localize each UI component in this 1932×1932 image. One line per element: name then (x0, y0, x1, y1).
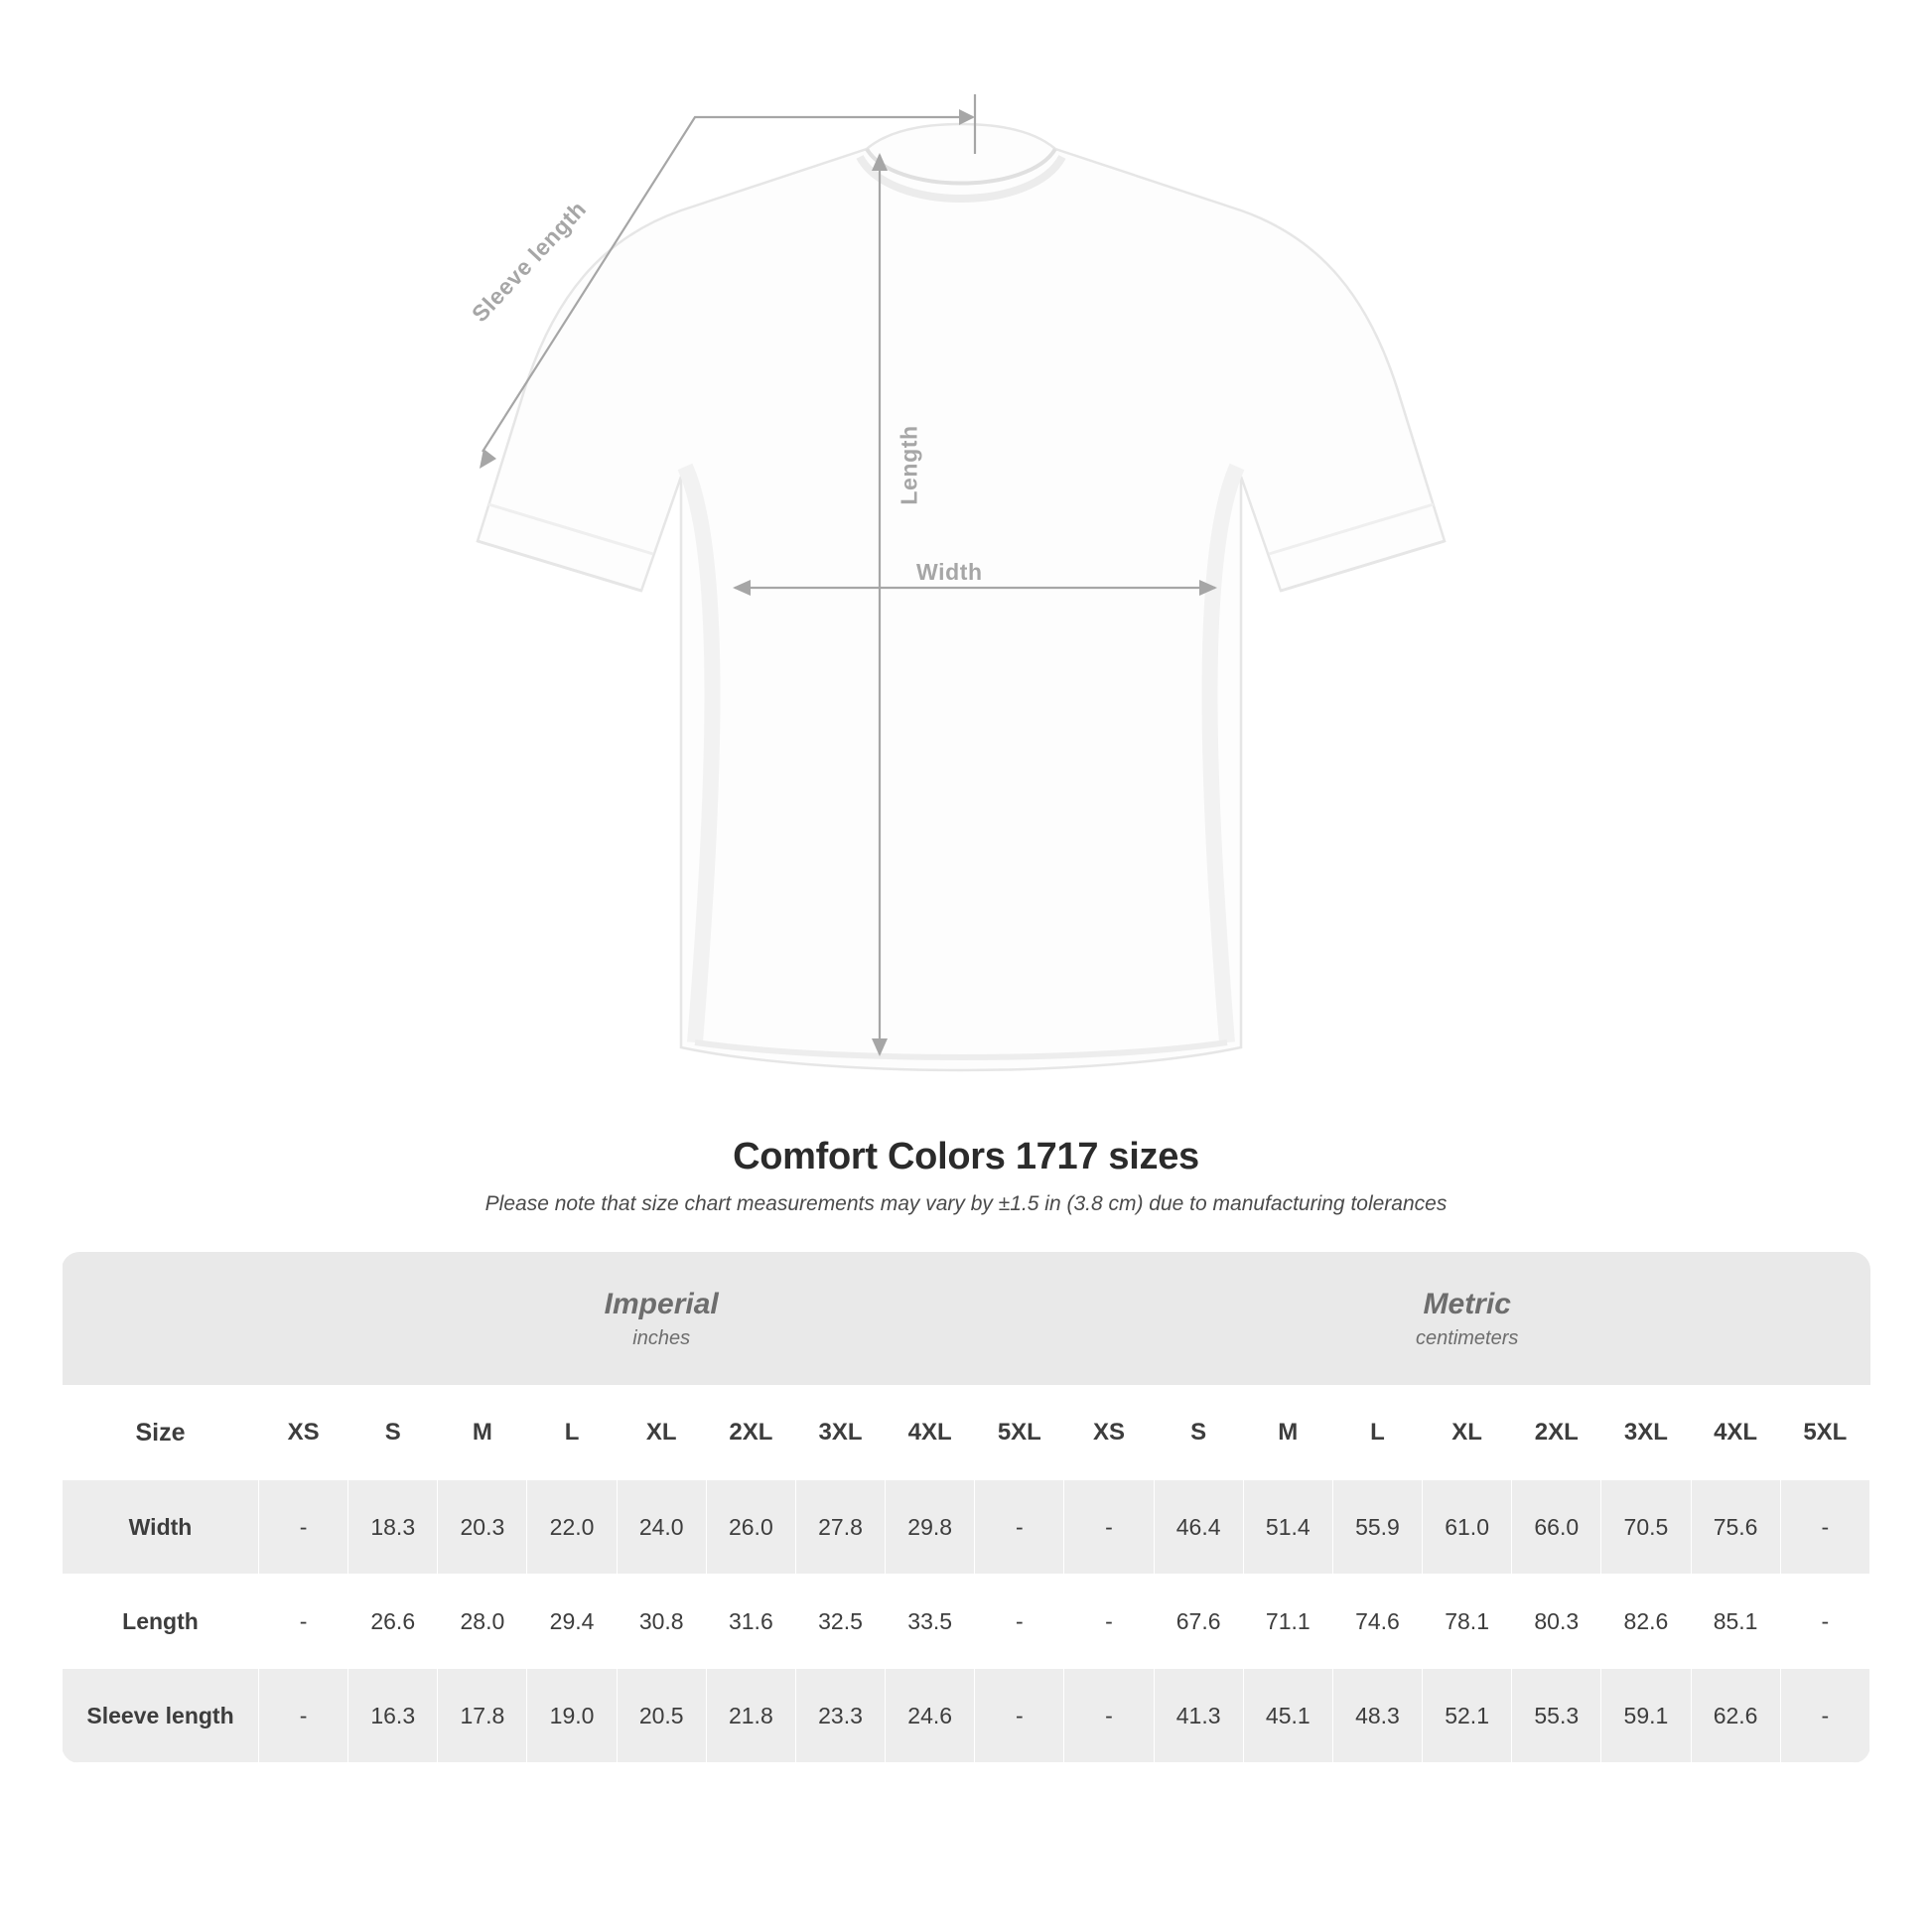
cell-metric: 61.0 (1423, 1480, 1512, 1575)
row-label-sleeve-length: Sleeve length (63, 1669, 259, 1763)
size-header-metric-2xl: 2XL (1512, 1386, 1601, 1480)
cell-metric: 48.3 (1332, 1669, 1422, 1763)
cell-metric: - (1780, 1575, 1869, 1669)
size-header-metric-5xl: 5XL (1780, 1386, 1869, 1480)
row-label-width: Width (63, 1480, 259, 1575)
cell-imperial: 24.6 (886, 1669, 975, 1763)
cell-imperial: 16.3 (348, 1669, 438, 1763)
cell-imperial: - (259, 1480, 348, 1575)
size-header-metric-m: M (1243, 1386, 1332, 1480)
cell-metric: 74.6 (1332, 1575, 1422, 1669)
unit-header-metric (1064, 1252, 1870, 1386)
cell-metric: 41.3 (1154, 1669, 1243, 1763)
cell-metric: 66.0 (1512, 1480, 1601, 1575)
table-row (63, 1480, 1870, 1575)
cell-metric: 82.6 (1601, 1575, 1691, 1669)
size-header-imperial-xs: XS (259, 1386, 348, 1480)
cell-imperial: - (975, 1480, 1064, 1575)
page-title: Comfort Colors 1717 sizes (733, 1136, 1199, 1177)
size-corner-label: Size (63, 1386, 259, 1480)
cell-metric: 78.1 (1423, 1575, 1512, 1669)
cell-metric: 67.6 (1154, 1575, 1243, 1669)
unit-subtitle: centimeters (1416, 1326, 1519, 1349)
cell-metric: - (1780, 1480, 1869, 1575)
size-header-imperial-4xl: 4XL (886, 1386, 975, 1480)
cell-metric: 55.9 (1332, 1480, 1422, 1575)
size-header-imperial-l: L (527, 1386, 617, 1480)
cell-metric: 51.4 (1243, 1480, 1332, 1575)
cell-imperial: - (259, 1575, 348, 1669)
cell-imperial: 21.8 (706, 1669, 795, 1763)
cell-metric: 75.6 (1691, 1480, 1780, 1575)
cell-metric: 59.1 (1601, 1669, 1691, 1763)
cell-imperial: - (975, 1669, 1064, 1763)
unit-subtitle: inches (632, 1326, 691, 1349)
cell-imperial: 26.6 (348, 1575, 438, 1669)
width-label: Width (916, 559, 983, 585)
unit-name: Metric (1423, 1287, 1511, 1320)
cell-metric: - (1064, 1669, 1154, 1763)
cell-imperial: 23.3 (795, 1669, 885, 1763)
cell-imperial: 31.6 (706, 1575, 795, 1669)
size-header-metric-s: S (1154, 1386, 1243, 1480)
unit-header-row (63, 1252, 1870, 1386)
cell-metric: - (1064, 1480, 1154, 1575)
cell-imperial: 24.0 (617, 1480, 706, 1575)
unit-header-spacer (63, 1252, 259, 1386)
cell-metric: 52.1 (1423, 1669, 1512, 1763)
length-label: Length (896, 425, 922, 505)
cell-imperial: 30.8 (617, 1575, 706, 1669)
size-header-imperial-2xl: 2XL (706, 1386, 795, 1480)
cell-metric: 70.5 (1601, 1480, 1691, 1575)
cell-imperial: - (259, 1669, 348, 1763)
cell-metric: 71.1 (1243, 1575, 1332, 1669)
title-block (0, 1136, 1932, 1216)
cell-imperial: 26.0 (706, 1480, 795, 1575)
size-header-metric-4xl: 4XL (1691, 1386, 1780, 1480)
cell-metric: 46.4 (1154, 1480, 1243, 1575)
size-chart-table (62, 1252, 1870, 1763)
cell-imperial: 20.3 (438, 1480, 527, 1575)
cell-imperial: 29.8 (886, 1480, 975, 1575)
size-header-metric-3xl: 3XL (1601, 1386, 1691, 1480)
cell-imperial: 29.4 (527, 1575, 617, 1669)
table-row (63, 1575, 1870, 1669)
table-row (63, 1669, 1870, 1763)
cell-metric: 62.6 (1691, 1669, 1780, 1763)
size-header-metric-xl: XL (1423, 1386, 1512, 1480)
cell-metric: 45.1 (1243, 1669, 1332, 1763)
size-header-imperial-m: M (438, 1386, 527, 1480)
row-label-length: Length (63, 1575, 259, 1669)
cell-metric: 85.1 (1691, 1575, 1780, 1669)
size-header-imperial-3xl: 3XL (795, 1386, 885, 1480)
cell-metric: 55.3 (1512, 1669, 1601, 1763)
sleeve-length-label: Sleeve length (466, 196, 592, 328)
unit-name: Imperial (604, 1287, 719, 1320)
cell-imperial: 19.0 (527, 1669, 617, 1763)
unit-header-imperial (259, 1252, 1064, 1386)
size-header-row (63, 1386, 1870, 1480)
cell-imperial: 20.5 (617, 1669, 706, 1763)
cell-metric: - (1780, 1669, 1869, 1763)
cell-imperial: 27.8 (795, 1480, 885, 1575)
size-header-imperial-5xl: 5XL (975, 1386, 1064, 1480)
size-header-imperial-xl: XL (617, 1386, 706, 1480)
size-header-metric-xs: XS (1064, 1386, 1154, 1480)
cell-imperial: 17.8 (438, 1669, 527, 1763)
cell-imperial: 22.0 (527, 1480, 617, 1575)
cell-metric: - (1064, 1575, 1154, 1669)
cell-imperial: 28.0 (438, 1575, 527, 1669)
cell-metric: 80.3 (1512, 1575, 1601, 1669)
tolerance-note: Please note that size chart measurements may vary by ±1.5 in (3.8 cm) due to manufacturing tolerances (484, 1192, 1448, 1215)
cell-imperial: 32.5 (795, 1575, 885, 1669)
size-header-imperial-s: S (348, 1386, 438, 1480)
cell-imperial: 18.3 (348, 1480, 438, 1575)
tshirt-shape (478, 124, 1445, 1070)
cell-imperial: 33.5 (886, 1575, 975, 1669)
size-header-metric-l: L (1332, 1386, 1422, 1480)
cell-imperial: - (975, 1575, 1064, 1669)
